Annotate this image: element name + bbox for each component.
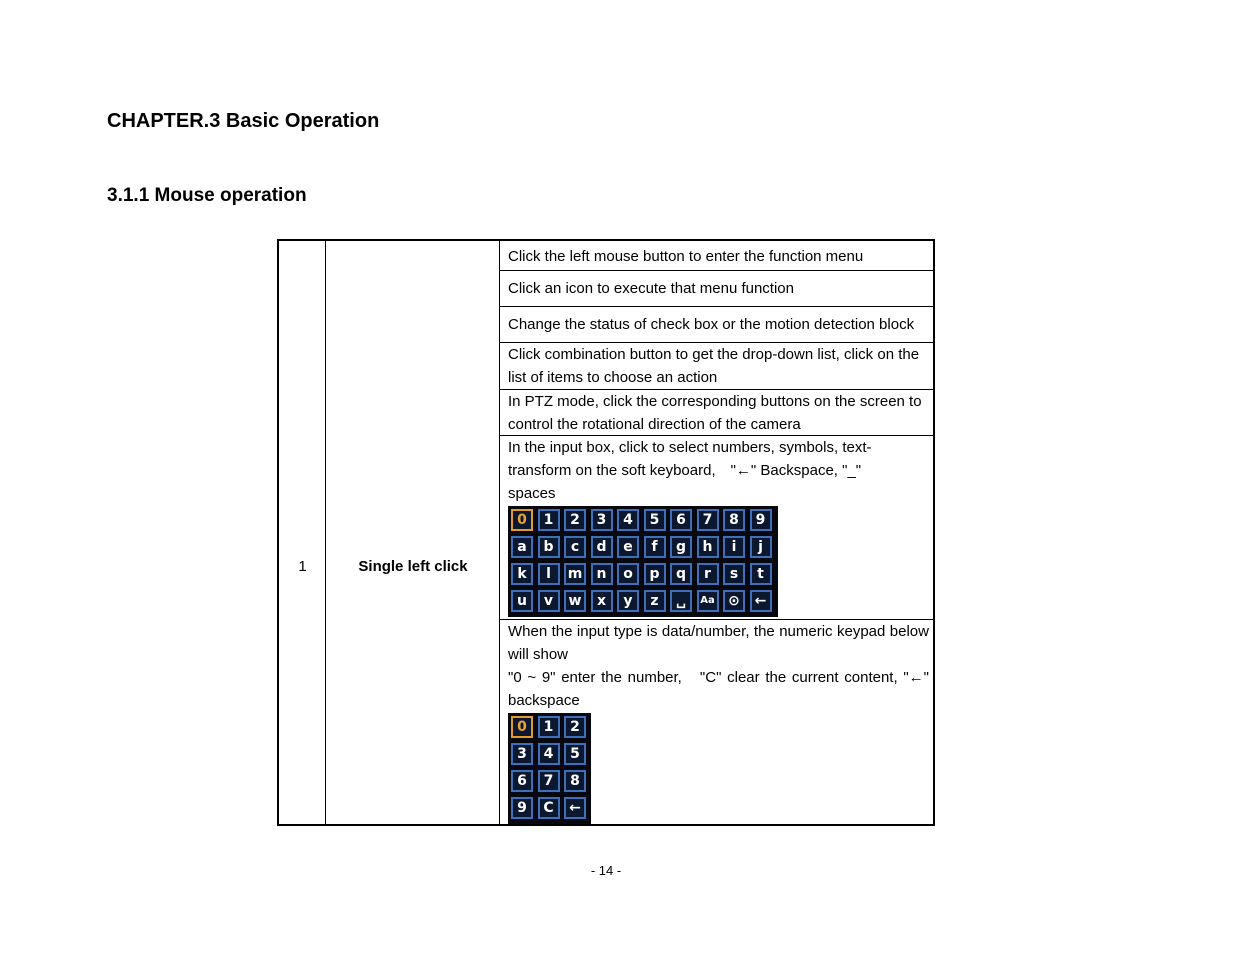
soft-keyboard-key: 3 bbox=[591, 509, 613, 531]
soft-keyboard-key: i bbox=[723, 536, 745, 558]
numeric-keypad-key: 7 bbox=[538, 770, 560, 792]
numeric-keypad-key: 4 bbox=[538, 743, 560, 765]
description-text: In the input box, click to select numbers, symbols, text-transform on the soft keyboard, "←" Backspace, "_" spaces bbox=[508, 439, 872, 502]
description-text: Click combination button to get the drop-down list, click on the list of items to choose an action bbox=[508, 346, 920, 386]
soft-keyboard-key: o bbox=[617, 563, 639, 585]
soft-keyboard-key: n bbox=[591, 563, 613, 585]
operation-name: Single left click bbox=[358, 558, 468, 575]
soft-keyboard-key: 0 bbox=[511, 509, 533, 531]
numeric-keypad-row bbox=[500, 620, 935, 826]
page-number: - 14 - bbox=[590, 863, 622, 878]
soft-keyboard-key: z bbox=[644, 590, 666, 612]
soft-keyboard-key: l bbox=[538, 563, 560, 585]
numeric-keypad-key: 0 bbox=[511, 716, 533, 738]
soft-keyboard-key: 8 bbox=[723, 509, 745, 531]
soft-keyboard-key: b bbox=[538, 536, 560, 558]
description-row bbox=[500, 271, 935, 307]
soft-keyboard-key: ⊙ bbox=[723, 590, 745, 612]
description-row bbox=[500, 390, 935, 436]
operation-column bbox=[326, 241, 500, 824]
description-row bbox=[500, 307, 935, 343]
soft-keyboard-key: p bbox=[644, 563, 666, 585]
description-text: Click an icon to execute that menu function bbox=[508, 280, 794, 297]
soft-keyboard-key: h bbox=[697, 536, 719, 558]
soft-keyboard-key: g bbox=[670, 536, 692, 558]
numeric-keypad-key: 2 bbox=[564, 716, 586, 738]
soft-keyboard-key: 2 bbox=[564, 509, 586, 531]
soft-keyboard-key: 6 bbox=[670, 509, 692, 531]
soft-keyboard-key: Aa bbox=[697, 590, 719, 612]
soft-keyboard-image bbox=[508, 506, 778, 617]
soft-keyboard-key: f bbox=[644, 536, 666, 558]
section-title: 3.1.1 Mouse operation bbox=[107, 185, 307, 206]
numeric-keypad-key: C bbox=[538, 797, 560, 819]
description-row bbox=[500, 343, 935, 390]
soft-keyboard-key: 4 bbox=[617, 509, 639, 531]
soft-keyboard-key: d bbox=[591, 536, 613, 558]
number-column bbox=[279, 241, 326, 824]
numeric-keypad-key: 8 bbox=[564, 770, 586, 792]
soft-keyboard-key: y bbox=[617, 590, 639, 612]
soft-keyboard-key: 7 bbox=[697, 509, 719, 531]
soft-keyboard-key: 9 bbox=[750, 509, 772, 531]
soft-keyboard-row bbox=[500, 436, 935, 620]
description-row bbox=[500, 241, 935, 271]
chapter-title: CHAPTER.3 Basic Operation bbox=[107, 110, 380, 132]
numeric-keypad-key: ← bbox=[564, 797, 586, 819]
mouse-operation-table bbox=[277, 239, 935, 826]
soft-keyboard-key: e bbox=[617, 536, 639, 558]
numeric-keypad-key: 5 bbox=[564, 743, 586, 765]
description-text: Click the left mouse button to enter the function menu bbox=[508, 248, 864, 265]
soft-keyboard-key: v bbox=[538, 590, 560, 612]
soft-keyboard-key: a bbox=[511, 536, 533, 558]
row-number: 1 bbox=[298, 558, 307, 575]
soft-keyboard-key: w bbox=[564, 590, 586, 612]
numeric-keypad-key: 1 bbox=[538, 716, 560, 738]
numeric-keypad-key: 6 bbox=[511, 770, 533, 792]
soft-keyboard-key: r bbox=[697, 563, 719, 585]
description-text: "0 ~ 9" enter the number, "C" clear the current content, "←" backspace bbox=[508, 669, 929, 709]
numeric-keypad-key: 9 bbox=[511, 797, 533, 819]
soft-keyboard-key: s bbox=[723, 563, 745, 585]
soft-keyboard-key: m bbox=[564, 563, 586, 585]
numeric-keypad-key: 3 bbox=[511, 743, 533, 765]
soft-keyboard-key: ← bbox=[750, 590, 772, 612]
soft-keyboard-key: 5 bbox=[644, 509, 666, 531]
description-text: Change the status of check box or the motion detection block bbox=[508, 316, 915, 333]
soft-keyboard-key: t bbox=[750, 563, 772, 585]
soft-keyboard-key: j bbox=[750, 536, 772, 558]
numeric-keypad-image bbox=[508, 713, 591, 824]
soft-keyboard-key: c bbox=[564, 536, 586, 558]
description-text: In PTZ mode, click the corresponding buttons on the screen to control the rotational direction of the camera bbox=[508, 393, 922, 433]
soft-keyboard-key: ␣ bbox=[670, 590, 692, 612]
soft-keyboard-key: q bbox=[670, 563, 692, 585]
soft-keyboard-key: x bbox=[591, 590, 613, 612]
description-text: When the input type is data/number, the numeric keypad below will show bbox=[508, 623, 929, 663]
soft-keyboard-key: k bbox=[511, 563, 533, 585]
soft-keyboard-key: u bbox=[511, 590, 533, 612]
soft-keyboard-key: 1 bbox=[538, 509, 560, 531]
